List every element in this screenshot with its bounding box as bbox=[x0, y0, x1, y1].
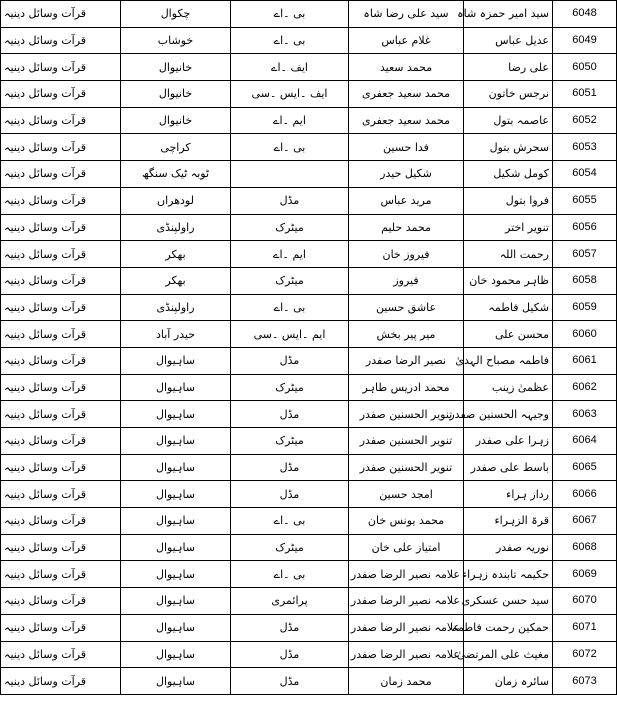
remarks-cell: قرآت وسائل دینیہ bbox=[1, 588, 121, 615]
qualification-cell: مڈل bbox=[231, 641, 349, 668]
qualification-cell: بی ۔اے bbox=[231, 294, 349, 321]
serial-number-cell: 6067 bbox=[553, 508, 617, 535]
city-cell: ساہیوال bbox=[121, 454, 231, 481]
table-row bbox=[1, 347, 617, 374]
remarks-cell: قرآت وسائل دینیہ bbox=[1, 668, 121, 695]
city-cell: ساہیوال bbox=[121, 347, 231, 374]
name-cell: سید امیر حمزہ شاہ bbox=[464, 1, 553, 28]
father-name-cell: غلام عباس bbox=[349, 27, 464, 54]
table-row bbox=[1, 508, 617, 535]
serial-number-cell: 6072 bbox=[553, 641, 617, 668]
name-cell: باسط علی صفدر bbox=[464, 454, 553, 481]
name-cell: رحمت اللہ bbox=[464, 241, 553, 268]
serial-number-cell: 6056 bbox=[553, 214, 617, 241]
name-cell: نوریہ صفدر bbox=[464, 534, 553, 561]
city-cell: ساہیوال bbox=[121, 428, 231, 455]
father-name-cell: محمد یونس خان bbox=[349, 508, 464, 535]
serial-number-cell: 6053 bbox=[553, 134, 617, 161]
table-row bbox=[1, 428, 617, 455]
serial-number-cell: 6059 bbox=[553, 294, 617, 321]
serial-number-cell: 6060 bbox=[553, 321, 617, 348]
father-name-cell: امتیاز علی خان bbox=[349, 534, 464, 561]
serial-number-cell: 6064 bbox=[553, 428, 617, 455]
table-row bbox=[1, 534, 617, 561]
father-name-cell: علامہ نصیر الرضا صفدر bbox=[349, 641, 464, 668]
name-cell: مغیث علی المرتضیٰ bbox=[464, 641, 553, 668]
city-cell: خانیوال bbox=[121, 81, 231, 108]
serial-number-cell: 6063 bbox=[553, 401, 617, 428]
qualification-cell: مڈل bbox=[231, 481, 349, 508]
name-cell: ظاہر محمود خان bbox=[464, 267, 553, 294]
name-cell: نرجس خاتون bbox=[464, 81, 553, 108]
serial-number-cell: 6066 bbox=[553, 481, 617, 508]
qualification-cell: مڈل bbox=[231, 668, 349, 695]
father-name-cell: نصیر الرضا صفدر bbox=[349, 347, 464, 374]
city-cell: بھکر bbox=[121, 241, 231, 268]
remarks-cell: قرآت وسائل دینیہ bbox=[1, 161, 121, 188]
table-row bbox=[1, 241, 617, 268]
remarks-cell: قرآت وسائل دینیہ bbox=[1, 641, 121, 668]
table-row bbox=[1, 561, 617, 588]
table-row bbox=[1, 481, 617, 508]
name-cell: محسن علی bbox=[464, 321, 553, 348]
remarks-cell: قرآت وسائل دینیہ bbox=[1, 374, 121, 401]
remarks-cell: قرآت وسائل دینیہ bbox=[1, 54, 121, 81]
table-row bbox=[1, 374, 617, 401]
table-row bbox=[1, 668, 617, 695]
table-row bbox=[1, 134, 617, 161]
serial-number-cell: 6058 bbox=[553, 267, 617, 294]
table-row bbox=[1, 294, 617, 321]
city-cell: ساہیوال bbox=[121, 534, 231, 561]
city-cell: ساہیوال bbox=[121, 481, 231, 508]
table-row bbox=[1, 81, 617, 108]
father-name-cell: محمد سعید جعفری bbox=[349, 81, 464, 108]
qualification-cell: مڈل bbox=[231, 614, 349, 641]
serial-number-cell: 6057 bbox=[553, 241, 617, 268]
qualification-cell: مڈل bbox=[231, 454, 349, 481]
serial-number-cell: 6073 bbox=[553, 668, 617, 695]
name-cell: تنویر اختر bbox=[464, 214, 553, 241]
city-cell: ساہیوال bbox=[121, 614, 231, 641]
table-row bbox=[1, 401, 617, 428]
serial-number-cell: 6070 bbox=[553, 588, 617, 615]
remarks-cell: قرآت وسائل دینیہ bbox=[1, 454, 121, 481]
city-cell: ساہیوال bbox=[121, 668, 231, 695]
city-cell: خانیوال bbox=[121, 107, 231, 134]
name-cell: عظمیٰ زینب bbox=[464, 374, 553, 401]
father-name-cell: شکیل حیدر bbox=[349, 161, 464, 188]
table-row bbox=[1, 107, 617, 134]
table-row bbox=[1, 54, 617, 81]
qualification-cell: بی ۔اے bbox=[231, 508, 349, 535]
city-cell: ساہیوال bbox=[121, 508, 231, 535]
serial-number-cell: 6050 bbox=[553, 54, 617, 81]
father-name-cell: تنویر الحسنین صفدر bbox=[349, 428, 464, 455]
qualification-cell: مڈل bbox=[231, 401, 349, 428]
father-name-cell: علامہ نصیر الرضا صفدر bbox=[349, 588, 464, 615]
remarks-cell: قرآت وسائل دینیہ bbox=[1, 1, 121, 28]
father-name-cell: محمد ادریس طاہر bbox=[349, 374, 464, 401]
name-cell: رداز ہراء bbox=[464, 481, 553, 508]
serial-number-cell: 6052 bbox=[553, 107, 617, 134]
table-row bbox=[1, 614, 617, 641]
father-name-cell: سید علی رضا شاہ bbox=[349, 1, 464, 28]
table-row bbox=[1, 187, 617, 214]
serial-number-cell: 6071 bbox=[553, 614, 617, 641]
remarks-cell: قرآت وسائل دینیہ bbox=[1, 214, 121, 241]
qualification-cell: مڈل bbox=[231, 347, 349, 374]
name-cell: عاصمہ بتول bbox=[464, 107, 553, 134]
serial-number-cell: 6051 bbox=[553, 81, 617, 108]
table-row bbox=[1, 321, 617, 348]
serial-number-cell: 6062 bbox=[553, 374, 617, 401]
qualification-cell: ایم ۔ایس ۔سی bbox=[231, 321, 349, 348]
qualification-cell: ایم ۔اے bbox=[231, 107, 349, 134]
name-cell: قرۃ الزہراء bbox=[464, 508, 553, 535]
qualification-cell: بی ۔اے bbox=[231, 1, 349, 28]
city-cell: حیدر آباد bbox=[121, 321, 231, 348]
remarks-cell: قرآت وسائل دینیہ bbox=[1, 401, 121, 428]
serial-number-cell: 6049 bbox=[553, 27, 617, 54]
serial-number-cell: 6054 bbox=[553, 161, 617, 188]
father-name-cell: میر پیر بخش bbox=[349, 321, 464, 348]
city-cell: خانیوال bbox=[121, 54, 231, 81]
remarks-cell: قرآت وسائل دینیہ bbox=[1, 267, 121, 294]
table-row bbox=[1, 267, 617, 294]
father-name-cell: محمد سعید bbox=[349, 54, 464, 81]
qualification-cell: ایف ۔ایس ۔سی bbox=[231, 81, 349, 108]
city-cell: چکوال bbox=[121, 1, 231, 28]
serial-number-cell: 6061 bbox=[553, 347, 617, 374]
table-row bbox=[1, 454, 617, 481]
father-name-cell: تنویر الحسنین صفدر bbox=[349, 454, 464, 481]
city-cell: راولپنڈی bbox=[121, 214, 231, 241]
father-name-cell: امجد حسین bbox=[349, 481, 464, 508]
father-name-cell: فیروز خان bbox=[349, 241, 464, 268]
city-cell: ساہیوال bbox=[121, 374, 231, 401]
father-name-cell: مرید عباس bbox=[349, 187, 464, 214]
remarks-cell: قرآت وسائل دینیہ bbox=[1, 481, 121, 508]
father-name-cell: عاشق حسین bbox=[349, 294, 464, 321]
father-name-cell: محمد سعید جعفری bbox=[349, 107, 464, 134]
qualification-cell: ایف ۔اے bbox=[231, 54, 349, 81]
name-cell: وجیہہ الحسنین صفدر bbox=[464, 401, 553, 428]
remarks-cell: قرآت وسائل دینیہ bbox=[1, 107, 121, 134]
remarks-cell: قرآت وسائل دینیہ bbox=[1, 428, 121, 455]
qualification-cell: میٹرک bbox=[231, 534, 349, 561]
remarks-cell: قرآت وسائل دینیہ bbox=[1, 614, 121, 641]
name-cell: سائرہ زمان bbox=[464, 668, 553, 695]
name-cell: زہرا علی صفدر bbox=[464, 428, 553, 455]
qualification-cell bbox=[231, 161, 349, 188]
name-cell: سحرش بتول bbox=[464, 134, 553, 161]
qualification-cell: پرائمری bbox=[231, 588, 349, 615]
serial-number-cell: 6069 bbox=[553, 561, 617, 588]
remarks-cell: قرآت وسائل دینیہ bbox=[1, 347, 121, 374]
name-cell: شکیل فاطمہ bbox=[464, 294, 553, 321]
serial-number-cell: 6048 bbox=[553, 1, 617, 28]
table-row bbox=[1, 27, 617, 54]
remarks-cell: قرآت وسائل دینیہ bbox=[1, 508, 121, 535]
remarks-cell: قرآت وسائل دینیہ bbox=[1, 187, 121, 214]
city-cell: ساہیوال bbox=[121, 561, 231, 588]
city-cell: ساہیوال bbox=[121, 588, 231, 615]
name-cell: حمکین رحمت فاطمہ bbox=[464, 614, 553, 641]
name-cell: کومل شکیل bbox=[464, 161, 553, 188]
table-row bbox=[1, 588, 617, 615]
serial-number-cell: 6055 bbox=[553, 187, 617, 214]
table-row bbox=[1, 1, 617, 28]
qualification-cell: بی ۔اے bbox=[231, 27, 349, 54]
city-cell: کراچی bbox=[121, 134, 231, 161]
father-name-cell: محمد حلیم bbox=[349, 214, 464, 241]
father-name-cell: فدا حسین bbox=[349, 134, 464, 161]
name-cell: فاطمہ مصباح الہدیٰ bbox=[464, 347, 553, 374]
table-row bbox=[1, 161, 617, 188]
city-cell: لودھراں bbox=[121, 187, 231, 214]
city-cell: ساہیوال bbox=[121, 641, 231, 668]
father-name-cell: تنویر الحسنین صفدر bbox=[349, 401, 464, 428]
remarks-cell: قرآت وسائل دینیہ bbox=[1, 561, 121, 588]
qualification-cell: میٹرک bbox=[231, 428, 349, 455]
remarks-cell: قرآت وسائل دینیہ bbox=[1, 134, 121, 161]
name-cell: عدیل عباس bbox=[464, 27, 553, 54]
qualification-cell: بی ۔اے bbox=[231, 561, 349, 588]
qualification-cell: میٹرک bbox=[231, 374, 349, 401]
serial-number-cell: 6065 bbox=[553, 454, 617, 481]
table-body bbox=[1, 1, 617, 695]
table-row bbox=[1, 214, 617, 241]
name-cell: حکیمہ تابندہ زہراء bbox=[464, 561, 553, 588]
qualification-cell: میٹرک bbox=[231, 214, 349, 241]
city-cell: راولپنڈی bbox=[121, 294, 231, 321]
remarks-cell: قرآت وسائل دینیہ bbox=[1, 241, 121, 268]
city-cell: خوشاب bbox=[121, 27, 231, 54]
qualification-cell: میٹرک bbox=[231, 267, 349, 294]
remarks-cell: قرآت وسائل دینیہ bbox=[1, 81, 121, 108]
remarks-cell: قرآت وسائل دینیہ bbox=[1, 294, 121, 321]
city-cell: ٹوبہ ٹیک سنگھ bbox=[121, 161, 231, 188]
father-name-cell: فیروز bbox=[349, 267, 464, 294]
remarks-cell: قرآت وسائل دینیہ bbox=[1, 321, 121, 348]
table-row bbox=[1, 641, 617, 668]
remarks-cell: قرآت وسائل دینیہ bbox=[1, 27, 121, 54]
name-cell: علی رضا bbox=[464, 54, 553, 81]
father-name-cell: علامہ نصیر الرضا صفدر bbox=[349, 614, 464, 641]
qualification-cell: مڈل bbox=[231, 187, 349, 214]
father-name-cell: محمد زمان bbox=[349, 668, 464, 695]
qualification-cell: بی ۔اے bbox=[231, 134, 349, 161]
remarks-cell: قرآت وسائل دینیہ bbox=[1, 534, 121, 561]
qualification-cell: ایم ۔اے bbox=[231, 241, 349, 268]
city-cell: بھکر bbox=[121, 267, 231, 294]
city-cell: ساہیوال bbox=[121, 401, 231, 428]
father-name-cell: علامہ نصیر الرضا صفدر bbox=[349, 561, 464, 588]
name-cell: سید حسن عسکری bbox=[464, 588, 553, 615]
name-cell: فروا بتول bbox=[464, 187, 553, 214]
serial-number-cell: 6068 bbox=[553, 534, 617, 561]
